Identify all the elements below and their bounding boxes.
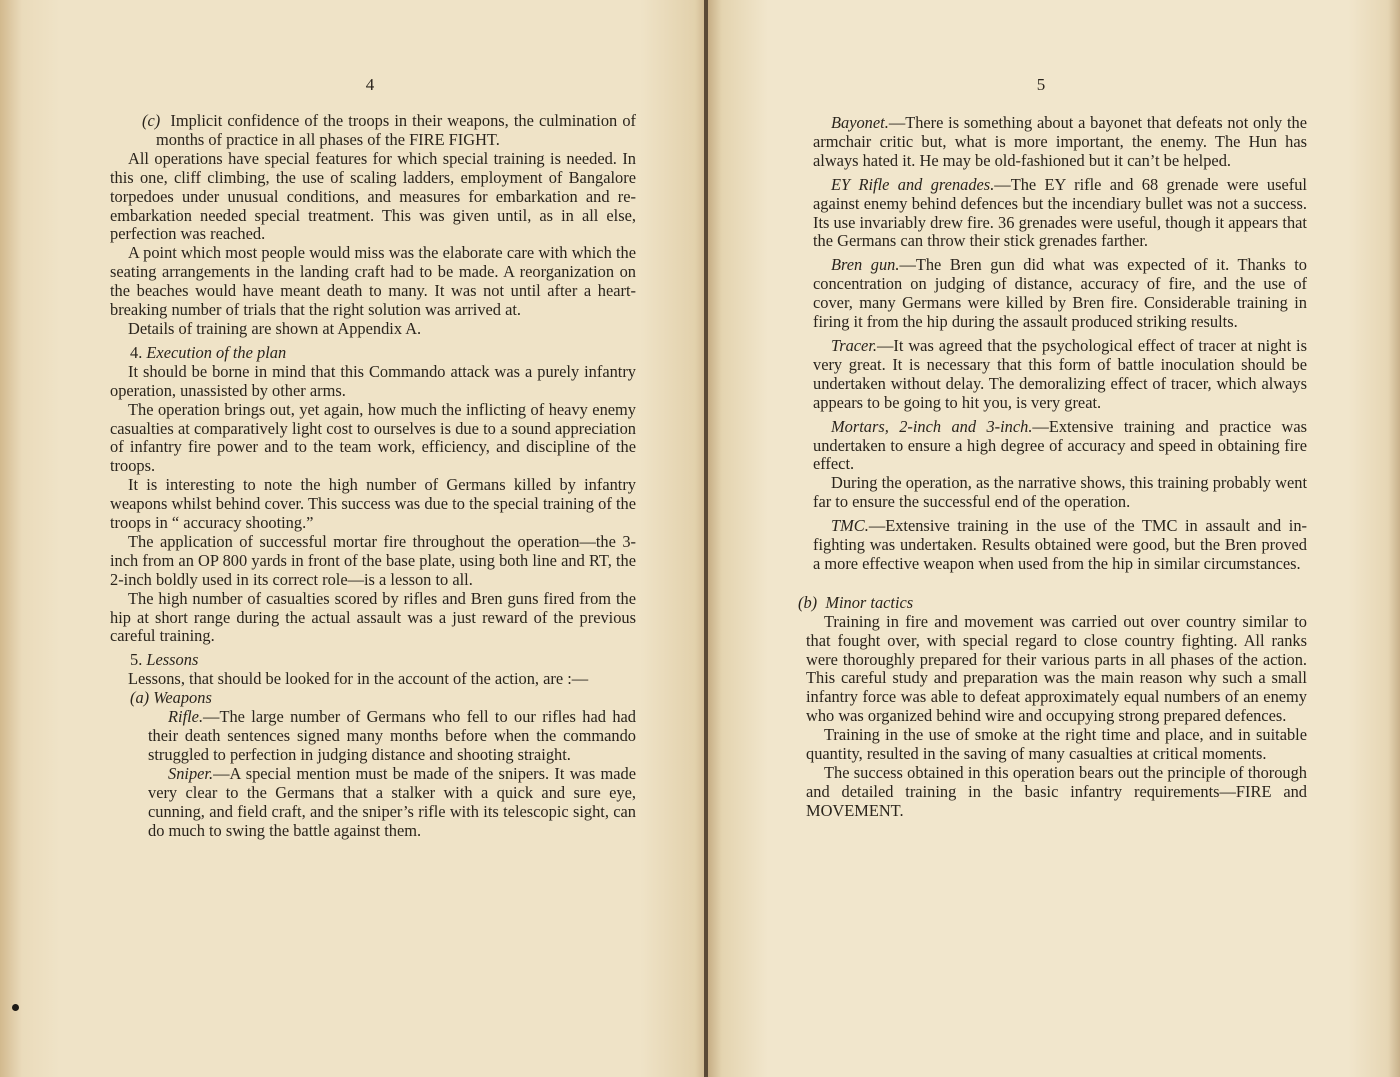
mortars-paragraph	[813, 418, 1307, 475]
page-number-right: 5	[1036, 75, 1046, 94]
sniper-title: Sniper.	[168, 763, 214, 783]
tracer-paragraph	[813, 337, 1307, 413]
ey-rifle-text: —The EY rifle and 68 grenade were useful against enemy behind defences but the incendiary bullet was not a success. Its use invariably drew fire. 36 grenades were useful, though it appears that the Germans can throw their stick grenades farther.	[813, 174, 1307, 251]
tracer-text: —It was agreed that the psychological effect of tracer at night is very great. It is necessary that this form of battle inoculation should be undertaken without delay. The demoralizing effect of tracer, which always appears to be going to hit you, is very great.	[813, 335, 1307, 412]
subsection-b-heading	[798, 594, 1307, 613]
bren-gun-title: Bren gun.	[831, 255, 900, 275]
sniper-paragraph	[110, 765, 636, 841]
paragraph-seating: A point which most people would miss was the elaborate care with which the seating arrangements in the landing craft had to be made. A reorganization on the beaches would have meant death to many. It was not until after a heart-breaking number of trials that the right solution was arrived at.	[110, 243, 636, 320]
mortars-followup: During the operation, as the narrative shows, this training probably went far to ensure the successful end of the operation.	[813, 473, 1307, 512]
tmc-text: —Extensive training in the use of the TMC in assault and in-fighting was undertaken. Results obtained were good, but the Bren proved a more effective weapon when used from the hip in similar circumstances.	[813, 516, 1307, 573]
paragraph-appendix: Details of training are shown at Appendix A.	[128, 318, 422, 338]
bayonet-text: —There is something about a bayonet that defeats not only the armchair critic but, what is more important, the enemy. The Hun has always hated it. He may be old-fashioned but it can’t be helped.	[813, 113, 1307, 170]
subsection-a-title: Weapons	[153, 688, 212, 708]
subsection-b-label: (b)	[798, 592, 818, 612]
section-5-heading	[110, 651, 636, 670]
minor-tactics-paragraph: The success obtained in this operation bears out the principle of thorough and detailed training in the basic infantry requirements—FIRE and MOVEMENT.	[806, 763, 1307, 820]
minor-tactics-paragraph: Training in the use of smoke at the right time and place, and in suitable quantity, resulted in the saving of many casualties at critical moments.	[806, 725, 1307, 764]
tmc-paragraph	[813, 517, 1307, 574]
ey-rifle-title: EY Rifle and grenades.	[831, 174, 995, 194]
right-page-text	[798, 113, 1307, 821]
paragraph-special-features: All operations have special features for which special training is needed. In this one, cliff climbing, the use of scaling ladders, employment of Bangalore torpedoes under unusual conditions, and measures for embarkation and re-embarkation needed special treatment. This was given until, as in all else, perfection was reached.	[110, 148, 636, 244]
section-5-number: 5.	[130, 650, 143, 670]
left-page-text	[110, 112, 636, 840]
section-4-heading	[110, 344, 636, 363]
item-c-label: (c)	[142, 111, 161, 130]
section-4-paragraph: It should be borne in mind that this Commando attack was a purely infantry operation, unassisted by other arms.	[110, 361, 636, 400]
bren-gun-paragraph	[813, 256, 1307, 332]
page-number-left: 4	[365, 75, 375, 94]
item-c-text: Implicit confidence of the troops in their weapons, the culmination of months of practice in all phases of the FIRE FIGHT.	[156, 111, 637, 149]
minor-tactics-paragraph: Training in fire and movement was carried out over country similar to that fought over, with special regard to close country fighting. All ranks were thoroughly prepared for their various parts in all phases of the action. This careful study and preparation was the main reason why such a small infantry force was able to defeat approximately equal numbers of an enemy who was organized behind wire and occupying strong prepared defences.	[806, 611, 1307, 726]
section-4-paragraph: The application of successful mortar fire throughout the operation—the 3-inch from an OP 800 yards in front of the base plate, using both line and RT, the 2-inch boldly used in its correct role—is a lesson to all.	[110, 531, 636, 589]
mortars-text: —Extensive training and practice was undertaken to ensure a high degree of accuracy and speed in obtaining fire effect.	[813, 416, 1307, 474]
bayonet-title: Bayonet.	[831, 113, 889, 132]
right-page	[708, 0, 1400, 1077]
subsection-a-heading	[110, 689, 636, 708]
subsection-b-title: Minor tactics	[825, 592, 914, 612]
ey-rifle-paragraph	[813, 176, 1307, 252]
ink-dot	[12, 1004, 19, 1011]
rifle-paragraph	[110, 708, 636, 765]
section-4-paragraph: The high number of casualties scored by rifles and Bren guns fired from the hip at short range during the actual assault was a just reward of the previous careful training.	[110, 588, 636, 646]
rifle-title: Rifle.	[168, 707, 204, 727]
tracer-title: Tracer.	[831, 335, 877, 355]
bren-gun-text: —The Bren gun did what was expected of it. Thanks to concentration on judging of distance, accuracy of fire, and the use of cover, many Germans were killed by Bren fire. Considerable training in firing it from the hip during the assault produced striking results.	[813, 255, 1307, 332]
subsection-a-label: (a)	[130, 688, 150, 708]
sniper-text: —A special mention must be made of the snipers. It was made very clear to the Germans that a stalker with a quick and sure eye, cunning, and field craft, and the sniper’s rifle with its telescopic sight, can do much to swing the battle against them.	[148, 763, 636, 840]
tmc-title: TMC.	[831, 516, 869, 536]
section-4-title: Execution of the plan	[146, 342, 287, 362]
section-5-intro: Lessons, that should be looked for in the account of the action, are :—	[128, 669, 589, 689]
mortars-title: Mortars, 2-inch and 3-inch.	[831, 416, 1033, 436]
section-4-paragraph: The operation brings out, yet again, how much the inflicting of heavy enemy casualties at comparatively light cost to ourselves is due to a sound appreciation of infantry fire power and to the team work, efficiency, and discipline of the troops.	[110, 399, 636, 476]
bayonet-paragraph	[813, 114, 1307, 171]
section-5-title: Lessons	[146, 650, 199, 670]
section-4-paragraph: It is interesting to note the high number of Germans killed by infantry weapons whilst behind cover. This success was due to the special training of the troops in “ accuracy shooting.”	[110, 475, 636, 533]
item-c	[110, 112, 636, 150]
rifle-text: —The large number of Germans who fell to our rifles had had their death sentences signed many months before when the commando struggled to perfection in judging distance and shooting straight.	[148, 707, 636, 764]
section-4-number: 4.	[130, 342, 143, 362]
